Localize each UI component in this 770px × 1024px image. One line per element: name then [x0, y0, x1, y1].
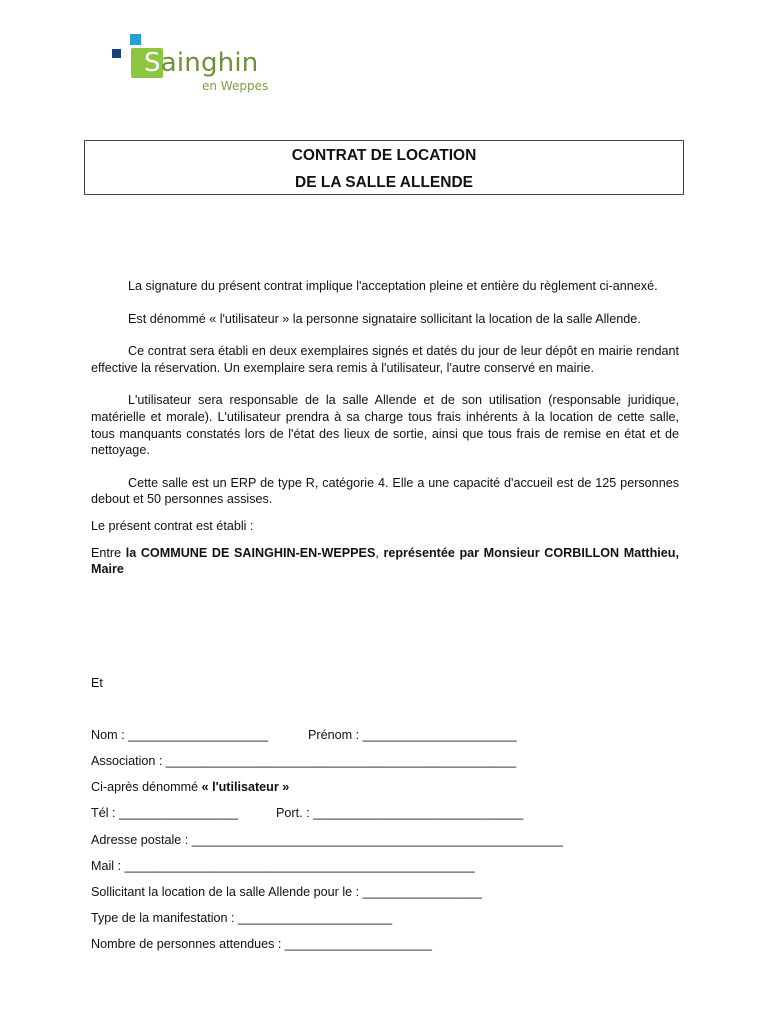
tel-field[interactable]: Tél : _________________: [91, 806, 239, 820]
paragraph-erp-capacity: Cette salle est un ERP de type R, catégorie 4. Elle a une capacité d'accueil est de 125 personnes debout et 50 personnes assises.: [91, 475, 679, 507]
paragraph-parties: Entre la COMMUNE DE SAINGHIN-EN-WEPPES, représentée par Monsieur CORBILLON Matthieu, Maire: [91, 545, 679, 577]
paragraph-utilisateur-definition: Est dénommé « l'utilisateur » la personne signataire sollicitant la location de la salle Allende.: [128, 311, 641, 326]
contract-body: [91, 278, 679, 578]
paragraph-acceptance: La signature du présent contrat implique l'acceptation pleine et entière du règlement ci-annexé.: [128, 279, 658, 293]
type-manifestation-field[interactable]: Type de la manifestation : ______________________: [91, 911, 393, 925]
paragraph-established: Le présent contrat est établi :: [91, 518, 254, 533]
date-location-field[interactable]: Sollicitant la location de la salle Allende pour le : _________________: [91, 885, 482, 899]
port-field[interactable]: Port. : ______________________________: [276, 806, 524, 820]
paragraph-responsibility: L'utilisateur sera responsable de la salle Allende et de son utilisation (responsable juridique, matérielle et morale). L'utilisateur prendra à sa charge tous frais inhérents à la location de cette salle, tous manquants constatés lors de l'état des lieux de sortie, ainsi que tous frais de remise en état et de nettoyage.: [91, 393, 679, 458]
logo-subtitle: en Weppes: [202, 79, 269, 93]
nombre-personnes-field[interactable]: Nombre de personnes attendues : _____________________: [91, 937, 433, 951]
paragraph-copies: Ce contrat sera établi en deux exemplaires signés et datés du jour de leur dépôt en mairie rendant effective la réservation. Un exemplaire sera remis à l'utilisateur, l'autre conservé en mairie.: [91, 344, 679, 375]
sainghin-logo: [108, 34, 308, 98]
et-label: Et: [91, 676, 103, 690]
association-field[interactable]: Association : __________________________________________________: [91, 754, 517, 768]
mail-field[interactable]: Mail : __________________________________________________: [91, 859, 475, 873]
logo-square-navy: [112, 49, 121, 58]
adresse-postale-field[interactable]: Adresse postale : _____________________________________________________: [91, 833, 564, 847]
document-title-box: [84, 140, 684, 195]
ci-apres-line: Ci-après dénommé « l'utilisateur »: [91, 780, 290, 794]
logo-square-blue: [130, 34, 141, 45]
title-line-2: DE LA SALLE ALLENDE: [295, 174, 473, 191]
logo-wordmark: Sainghin: [144, 48, 259, 78]
nom-field[interactable]: Nom : ____________________: [91, 728, 269, 742]
prenom-field[interactable]: Prénom : ______________________: [308, 728, 517, 742]
title-line-1: CONTRAT DE LOCATION: [291, 147, 477, 164]
